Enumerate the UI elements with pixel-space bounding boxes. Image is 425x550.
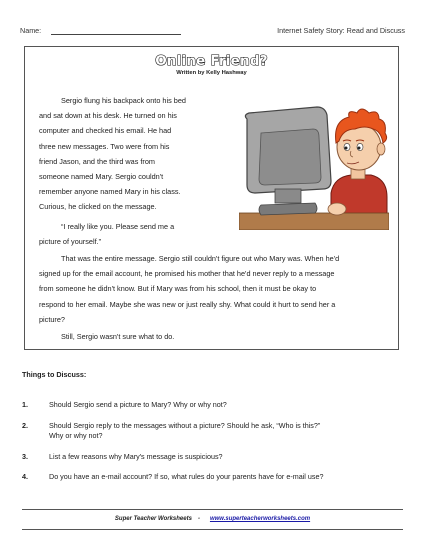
story-byline: Written by Kelly Hashway xyxy=(176,70,247,76)
story-line: remember anyone named Mary in his class. xyxy=(39,187,181,197)
monitor-stand-shape xyxy=(275,189,301,203)
question-number: 2. xyxy=(22,421,28,430)
monitor-base-shape xyxy=(259,203,317,215)
question-text xyxy=(49,400,399,410)
name-input-line[interactable] xyxy=(51,34,181,35)
story-line: picture? xyxy=(39,314,65,324)
story-line: picture of yourself.” xyxy=(39,237,102,247)
question-line: Should Sergio reply to the messages without a picture? Should he ask, “Who is this?” xyxy=(49,421,321,430)
monitor-depth-shape xyxy=(259,129,321,185)
story-paragraph-4 xyxy=(39,329,389,344)
desk-shape xyxy=(239,213,389,230)
story-line: three new messages. Two were from his xyxy=(39,141,170,151)
question-text xyxy=(49,472,399,482)
footer-separator: - xyxy=(197,516,200,522)
story-line: someone named Mary. Sergio couldn't xyxy=(39,172,164,182)
story-paragraph-3 xyxy=(39,251,389,327)
question-line: List a few reasons why Mary's message is suspicious? xyxy=(49,452,223,461)
story-paragraph-1 xyxy=(39,93,244,215)
story-line: signed up for the email account, he promised his mother that he'd never reply to a message xyxy=(39,269,335,279)
question-number: 3. xyxy=(22,452,28,461)
question-number: 1. xyxy=(22,400,28,409)
story-title: Online Friend? xyxy=(155,53,268,69)
story-line: friend Jason, and the third was from xyxy=(39,156,155,166)
question-line: Should Sergio send a picture to Mary? Why or why not? xyxy=(49,400,227,409)
footer-brand: Super Teacher Worksheets xyxy=(114,516,192,522)
boy-at-computer-illustration xyxy=(239,85,389,230)
story-line: Still, Sergio wasn't sure what to do. xyxy=(61,332,175,341)
story-line: Curious, he clicked on the message. xyxy=(39,202,157,212)
question-number: 4. xyxy=(22,472,28,481)
worksheet-title: Internet Safety Story: Read and Discuss xyxy=(277,26,405,35)
question-line: Why or why not? xyxy=(49,431,103,440)
story-line: “I really like you. Please send me a xyxy=(61,222,175,231)
hand-shape xyxy=(328,203,346,215)
question-line: Do you have an e-mail account? If so, what rules do your parents have for e-mail use? xyxy=(49,472,324,481)
story-paragraph-2 xyxy=(39,219,244,249)
worksheet-header xyxy=(20,24,405,38)
footer-divider xyxy=(22,529,403,530)
name-label: Name: xyxy=(20,26,42,35)
question-text xyxy=(49,421,399,441)
story-box xyxy=(24,46,399,350)
question-text xyxy=(49,452,399,462)
pupil-shape xyxy=(345,147,348,150)
story-line: That was the entire message. Sergio still couldn't figure out who Mary was. When he'd xyxy=(61,254,340,263)
story-line: from someone he didn't know. But if Mary was from his school, then it must be okay to xyxy=(39,284,317,294)
ear-shape xyxy=(377,143,385,155)
footer xyxy=(0,516,425,522)
footer-website-link[interactable]: www.superteacherworksheets.com xyxy=(209,516,311,522)
story-line: Sergio flung his backpack onto his bed xyxy=(61,96,186,105)
discussion-title: Things to Discuss: xyxy=(22,370,87,379)
pupil-shape xyxy=(358,147,361,150)
story-line: and sat down at his desk. He turned on his xyxy=(39,111,177,121)
story-line: computer and checked his email. He had xyxy=(39,126,172,136)
footer-divider xyxy=(22,509,403,510)
story-line: respond to her email. Maybe she was new or just really shy. What could it hurt to send her a xyxy=(39,299,336,309)
